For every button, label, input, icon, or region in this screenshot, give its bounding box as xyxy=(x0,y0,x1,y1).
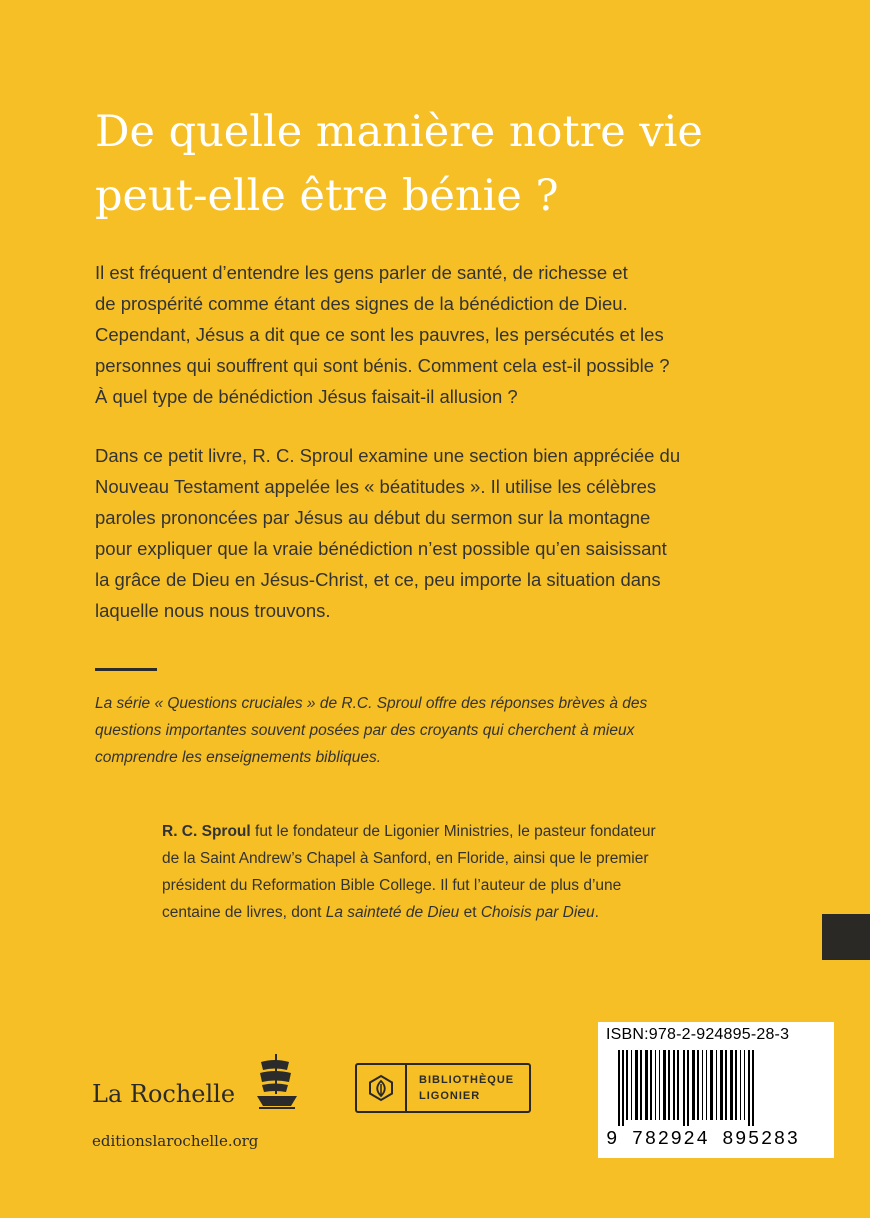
book-title: Choisis par Dieu xyxy=(480,904,595,921)
spine-tab xyxy=(822,914,870,960)
barcode-bar xyxy=(663,1050,666,1120)
barcode-bar xyxy=(720,1050,723,1120)
intro-paragraph xyxy=(95,257,795,412)
barcode xyxy=(598,1022,834,1158)
text-line: pour expliquer que la vraie bénédiction n’est possible qu’en saisissant xyxy=(95,538,667,559)
barcode-bar xyxy=(740,1050,741,1120)
publisher-logo xyxy=(92,1052,292,1122)
bio-text: . xyxy=(594,904,599,921)
barcode-bar xyxy=(725,1050,727,1120)
text-line: de la Saint Andrew’s Chapel à Sanford, en Floride, ainsi que le premier xyxy=(162,850,649,867)
barcode-bar xyxy=(677,1050,679,1120)
barcode-bar xyxy=(702,1050,703,1120)
barcode-bar xyxy=(706,1050,707,1120)
text-line: comprendre les enseignements bibliques. xyxy=(95,749,382,766)
ligonier-line: BIBLIOTHÈQUE xyxy=(419,1074,515,1086)
ship-icon xyxy=(257,1054,297,1110)
series-note xyxy=(95,690,795,771)
text-line: Il est fréquent d’entendre les gens parler de santé, de richesse et xyxy=(95,262,628,283)
text-line: la grâce de Dieu en Jésus-Christ, et ce, peu importe la situation dans xyxy=(95,569,661,590)
bio-text: fut le fondateur de Ligonier Ministries, le pasteur fondateur xyxy=(250,823,656,840)
barcode-bar xyxy=(683,1050,685,1126)
barcode-bar xyxy=(716,1050,717,1120)
author-bio xyxy=(162,818,792,926)
text-line: personnes qui souffrent qui sont bénis. Comment cela est-il possible ? xyxy=(95,355,670,376)
barcode-bar xyxy=(645,1050,648,1120)
book-title: La sainteté de Dieu xyxy=(325,904,460,921)
barcode-bar xyxy=(735,1050,737,1120)
text-line: laquelle nous nous trouvons. xyxy=(95,600,331,621)
text-line: questions importantes souvent posées par des croyants qui cherchent à mieux xyxy=(95,722,635,739)
text-line: Cependant, Jésus a dit que ce sont les pauvres, les persécutés et les xyxy=(95,324,664,345)
ligonier-text xyxy=(419,1072,514,1104)
barcode-bar xyxy=(673,1050,675,1120)
barcode-bar xyxy=(687,1050,689,1126)
barcode-bar xyxy=(697,1050,699,1120)
text-line: Nouveau Testament appelée les « béatitudes ». Il utilise les célèbres xyxy=(95,476,657,497)
barcode-bar xyxy=(650,1050,652,1120)
publisher-url: editionslarochelle.org xyxy=(92,1132,259,1150)
barcode-bar xyxy=(618,1050,620,1126)
barcode-bar xyxy=(655,1050,656,1120)
isbn-label: ISBN:978-2-924895-28-3 xyxy=(606,1026,790,1043)
text-line: de prospérité comme étant des signes de la bénédiction de Dieu. xyxy=(95,293,628,314)
barcode-bar xyxy=(635,1050,638,1120)
barcode-bar xyxy=(631,1050,632,1120)
barcode-bar xyxy=(692,1050,695,1120)
publisher-name: La Rochelle xyxy=(92,1080,236,1108)
barcode-bar xyxy=(730,1050,733,1120)
barcode-bar xyxy=(622,1050,624,1126)
text-line: La série « Questions cruciales » de R.C. Sproul offre des réponses brèves à des xyxy=(95,695,648,712)
barcode-bar xyxy=(668,1050,670,1120)
ligonier-mark-icon xyxy=(357,1065,407,1111)
barcode-bar xyxy=(626,1050,628,1120)
headline-line: De quelle manière notre vie xyxy=(95,107,703,157)
divider-rule xyxy=(95,668,157,671)
barcode-bar xyxy=(752,1050,754,1126)
barcode-bar xyxy=(748,1050,750,1126)
bio-text: et xyxy=(459,904,481,921)
barcode-digits: 9 782924 895283 xyxy=(606,1128,800,1150)
text-line: président du Reformation Bible College. Il fut l’auteur de plus d’une xyxy=(162,877,622,894)
text-line xyxy=(162,818,792,845)
barcode-bar xyxy=(640,1050,642,1120)
barcode-bar xyxy=(710,1050,713,1120)
text-line xyxy=(162,899,792,926)
barcode-bar xyxy=(659,1050,660,1120)
headline-line: peut-elle être bénie ? xyxy=(95,171,559,221)
text-line: paroles prononcées par Jésus au début du sermon sur la montagne xyxy=(95,507,651,528)
text-line: À quel type de bénédiction Jésus faisait-il allusion ? xyxy=(95,386,518,407)
bio-text: centaine de livres, dont xyxy=(162,904,326,921)
barcode-bars xyxy=(604,1050,828,1126)
ligonier-line: LIGONIER xyxy=(419,1090,481,1102)
headline xyxy=(95,100,815,228)
text-line: Dans ce petit livre, R. C. Sproul examine une section bien appréciée du xyxy=(95,445,681,466)
description-paragraph xyxy=(95,440,795,626)
barcode-bar xyxy=(744,1050,745,1120)
ligonier-logo xyxy=(355,1063,531,1113)
author-name: R. C. Sproul xyxy=(162,823,251,840)
